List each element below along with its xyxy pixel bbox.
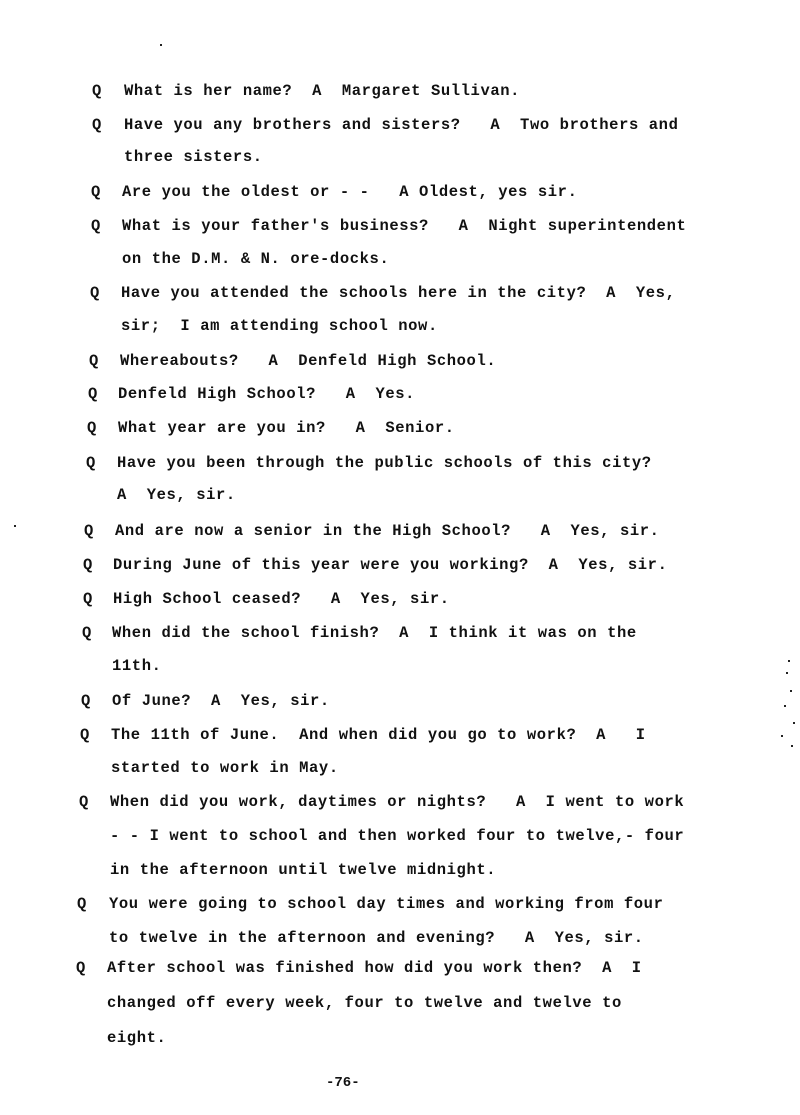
transcript-line: You were going to school day times and working from four	[109, 895, 664, 913]
scan-speck	[793, 722, 795, 724]
transcript-line: changed off every week, four to twelve and twelve to	[107, 994, 622, 1012]
transcript-line: Denfeld High School? A Yes.	[118, 385, 416, 403]
scan-speck	[781, 735, 783, 737]
transcript-line: eight.	[107, 1029, 167, 1047]
transcript-line: High School ceased? A Yes, sir.	[113, 590, 450, 608]
q-marker: Q	[77, 895, 87, 913]
scan-speck	[786, 672, 788, 674]
transcript-line: - - I went to school and then worked four to twelve,- four	[110, 827, 685, 845]
scan-speck	[788, 660, 790, 662]
q-marker: Q	[92, 116, 102, 134]
q-marker: Q	[83, 556, 93, 574]
scan-speck	[790, 690, 792, 692]
q-marker: Q	[87, 419, 97, 437]
transcript-line: What is her name? A Margaret Sullivan.	[124, 82, 521, 100]
q-marker: Q	[83, 590, 93, 608]
scan-speck	[160, 44, 162, 46]
transcript-line: After school was finished how did you work then? A I	[107, 959, 642, 977]
scan-speck	[791, 745, 793, 747]
transcript-line: A Yes, sir.	[117, 486, 236, 504]
transcript-line: on the D.M. & N. ore-docks.	[122, 250, 390, 268]
q-marker: Q	[82, 624, 92, 642]
q-marker: Q	[91, 183, 101, 201]
q-marker: Q	[80, 726, 90, 744]
page-number: -76-	[326, 1075, 360, 1091]
q-marker: Q	[90, 284, 100, 302]
transcript-line: When did you work, daytimes or nights? A I went to work	[110, 793, 685, 811]
transcript-line: Whereabouts? A Denfeld High School.	[120, 352, 497, 370]
transcript-line: to twelve in the afternoon and evening? A Yes, sir.	[109, 929, 644, 947]
scan-speck	[784, 705, 786, 707]
transcript-line: Of June? A Yes, sir.	[112, 692, 330, 710]
q-marker: Q	[79, 793, 89, 811]
transcript-line: sir; I am attending school now.	[121, 317, 438, 335]
q-marker: Q	[81, 692, 91, 710]
transcript-line: started to work in May.	[111, 759, 339, 777]
transcript-line: three sisters.	[124, 148, 263, 166]
transcript-line: When did the school finish? A I think it was on the	[112, 624, 637, 642]
q-marker: Q	[88, 385, 98, 403]
transcript-line: And are now a senior in the High School? A Yes, sir.	[115, 522, 660, 540]
transcript-line: in the afternoon until twelve midnight.	[110, 861, 497, 879]
transcript-line: Have you attended the schools here in the city? A Yes,	[121, 284, 676, 302]
q-marker: Q	[76, 959, 86, 977]
transcript-line: Are you the oldest or - - A Oldest, yes sir.	[122, 183, 578, 201]
transcript-line: Have you any brothers and sisters? A Two brothers and	[124, 116, 679, 134]
transcript-line: During June of this year were you working? A Yes, sir.	[113, 556, 668, 574]
transcript-line: The 11th of June. And when did you go to work? A I	[111, 726, 646, 744]
q-marker: Q	[91, 217, 101, 235]
transcript-line: What is your father's business? A Night superintendent	[122, 217, 687, 235]
scan-speck	[14, 525, 16, 527]
q-marker: Q	[84, 522, 94, 540]
transcript-line: What year are you in? A Senior.	[118, 419, 455, 437]
q-marker: Q	[92, 82, 102, 100]
transcript-line: Have you been through the public schools of this city?	[117, 454, 652, 472]
q-marker: Q	[89, 352, 99, 370]
q-marker: Q	[86, 454, 96, 472]
transcript-line: 11th.	[112, 657, 162, 675]
